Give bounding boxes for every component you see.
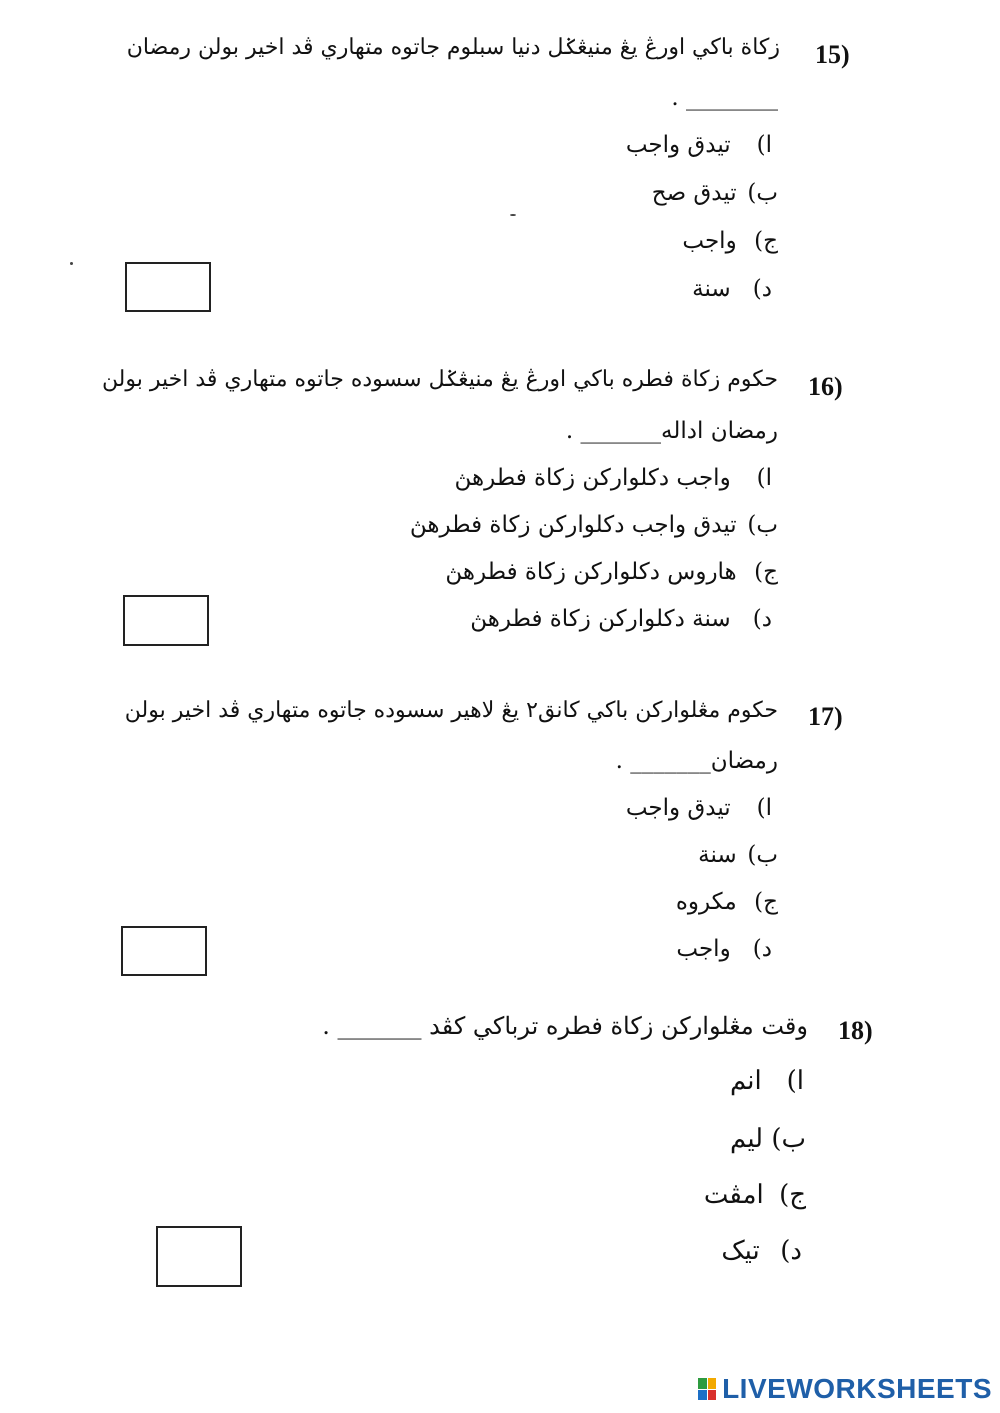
option-text: تيک: [721, 1236, 760, 1266]
option-label: ا): [756, 465, 772, 491]
question-stem-continued: ________ .: [671, 85, 778, 111]
question-stem-continued: رمضان_______ .: [615, 748, 778, 774]
question-stem: حكوم مڠلواركن باكي كانق٢ يڠ لاهير سسوده جاتوه متهاري ڤد اخير بولن: [124, 698, 778, 723]
option-text: سنة: [692, 276, 731, 302]
liveworksheets-wordmark: LIVEWORKSHEETS: [722, 1373, 992, 1404]
option-text: تيدق واجب: [625, 795, 731, 821]
option-text: هاروس دكلواركن زكاة فطرهڽ: [445, 559, 737, 585]
option-d: [692, 276, 772, 302]
question-stem: وقت مڠلواركن زكاة فطره ترباكي كڤد _______ .: [322, 1012, 808, 1040]
option-label: ب): [747, 512, 778, 538]
option-label: ج): [754, 228, 778, 254]
option-d: [676, 936, 772, 962]
question-number: 16): [808, 372, 843, 401]
question-stem: حكوم زكاة فطره باكي اورڠ يڠ منيڠݢل سسوده جاتوه متهاري ڤد اخير بولن: [101, 367, 778, 392]
option-d: [721, 1236, 802, 1266]
question-number: 18): [838, 1016, 873, 1045]
option-a: [730, 1066, 804, 1096]
option-b: [730, 1124, 806, 1154]
option-label: د): [752, 936, 772, 962]
option-text: تيدق واجب: [625, 132, 731, 158]
option-text: سنة: [698, 842, 737, 868]
option-a: [626, 132, 772, 158]
answer-box[interactable]: [156, 1226, 242, 1287]
option-text: واجب دكلواركن زكاة فطرهڽ: [454, 465, 731, 491]
option-c: [682, 228, 778, 254]
option-label: ا): [786, 1066, 804, 1096]
answer-box[interactable]: [121, 926, 207, 976]
option-text: واجب: [682, 228, 737, 254]
option-a: [626, 795, 772, 821]
option-d: [470, 606, 772, 632]
option-text: مكروه: [675, 889, 737, 915]
option-c: [445, 559, 778, 585]
option-label: د): [780, 1236, 802, 1266]
question-number: 15): [815, 40, 850, 69]
option-label: ج): [779, 1180, 806, 1210]
option-b: [652, 180, 778, 206]
option-label: ب): [747, 180, 778, 206]
option-text: امڤت: [703, 1180, 764, 1210]
option-text: سنة دكلواركن زكاة فطرهڽ: [470, 606, 731, 632]
option-label: ج): [754, 889, 778, 915]
question-stem-continued: رمضان اداله_______ .: [565, 418, 778, 444]
answer-box[interactable]: [123, 595, 209, 646]
scan-speck: [510, 214, 516, 216]
question-number: 17): [808, 702, 843, 731]
option-text: انم: [729, 1066, 762, 1096]
option-text: واجب: [676, 936, 731, 962]
option-b: [410, 512, 778, 538]
option-label: ب): [747, 842, 778, 868]
option-text: تيدق واجب دكلواركن زكاة فطرهڽ: [409, 512, 737, 538]
question-stem: زكاة باكي اورڠ يڠ منيڠݢل دنيا سبلوم جاتوه متهاري ڤد اخير بولن رمضان: [126, 35, 780, 60]
option-label: ج): [754, 559, 778, 585]
liveworksheets-mark-icon: [698, 1378, 716, 1400]
option-text: ليم: [730, 1124, 764, 1154]
option-c: [676, 889, 778, 915]
option-b: [698, 842, 778, 868]
option-label: د): [752, 606, 772, 632]
option-label: د): [752, 276, 772, 302]
liveworksheets-logo: [698, 1373, 992, 1405]
option-label: ب): [771, 1124, 806, 1154]
scan-speck: [70, 262, 73, 265]
option-label: ا): [756, 132, 772, 158]
option-text: تيدق صح: [651, 180, 737, 206]
answer-box[interactable]: [125, 262, 211, 312]
option-label: ا): [756, 795, 772, 821]
option-a: [455, 465, 773, 491]
option-c: [704, 1180, 806, 1210]
